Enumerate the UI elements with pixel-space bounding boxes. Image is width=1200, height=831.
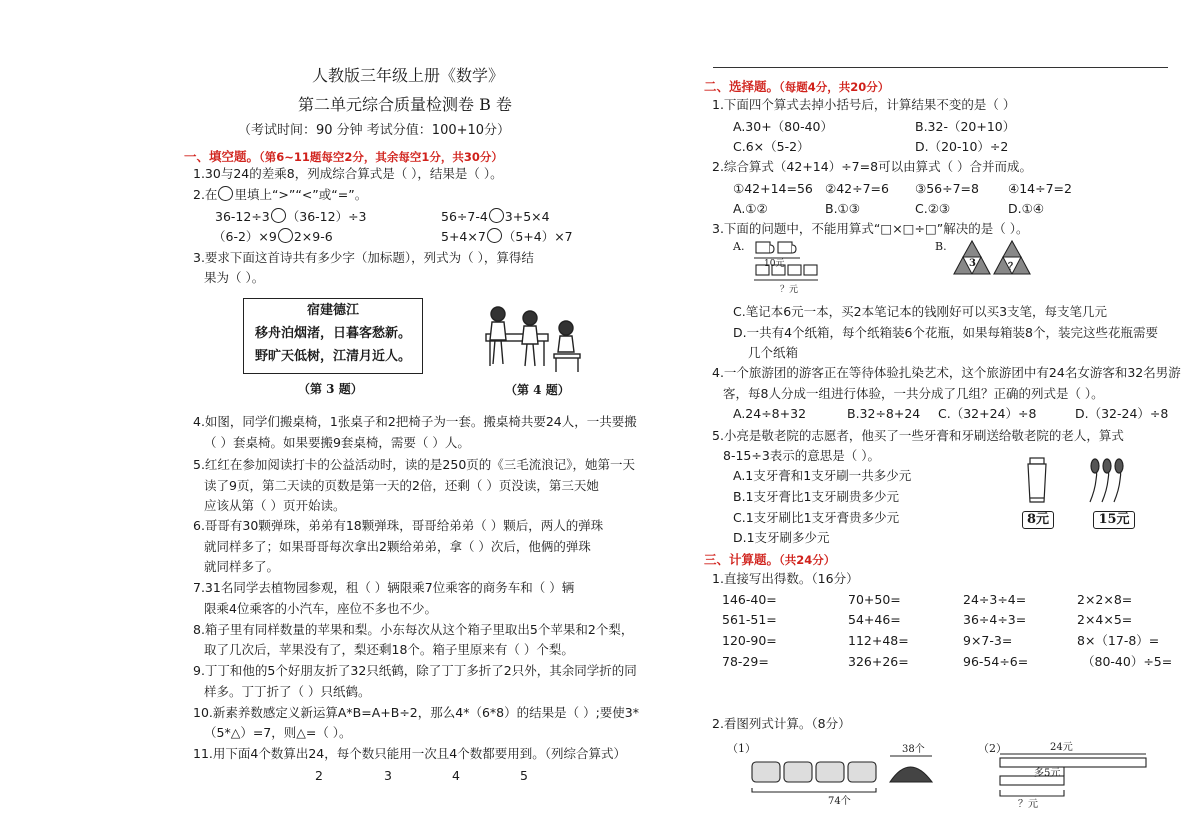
q1-2-text-b: 里填上“>”“<”或“=”。 [234, 187, 368, 202]
fig1-label: （1） [727, 742, 756, 755]
q1-2-row2b [441, 228, 573, 245]
toothpaste-price: 8元 [1022, 511, 1054, 529]
circle-icon [487, 228, 502, 243]
q2-4-opt-d: D.（32-24）÷8 [1075, 406, 1169, 421]
calc-item: 36÷4÷3= [963, 612, 1027, 627]
expr-right: （36-12）÷3 [286, 209, 367, 224]
section-1-title: 一、填空题。 [184, 149, 260, 164]
q2-2-eq: ①42+14=56 [733, 181, 813, 196]
q1-10-line2: （5*△）=7，则△=（ ）。 [204, 725, 352, 740]
q1-2-row2a [213, 228, 333, 245]
q2-5-opt-c: C.1支牙刷比1支牙膏贵多少元 [733, 510, 900, 525]
q2-2-ans-b: B.①③ [825, 201, 860, 216]
q2-2-eq: ④14÷7=2 [1008, 181, 1072, 196]
calc-item: 8×（17-8）= [1077, 633, 1160, 648]
triangles-illustration [953, 240, 1031, 276]
q2-5-opt-d: D.1支牙刷多少元 [733, 530, 830, 545]
section-3-title: 三、计算题。 [704, 552, 780, 567]
triangle-num: ？ [1008, 262, 1018, 273]
q2-4-line1: 4.一个旅游团的游客正在等待体验扎染艺术，这个旅游团中有24名女游客和32名男游 [712, 365, 1181, 380]
q2-2-eq: ③56÷7=8 [915, 181, 979, 196]
q3-2: 2.看图列式计算。（8分） [712, 716, 851, 731]
q1-7-line1: 7.31名同学去植物园参观，租（ ）辆限乘7位乘客的商务车和（ ）辆 [193, 580, 575, 595]
calc-item: 96-54÷6= [963, 654, 1029, 669]
poem-line-1: 移舟泊烟渚，日暮客愁新。 [254, 326, 411, 341]
calc-item: 120-90= [722, 633, 777, 648]
q2-2: 2.综合算式（42+14）÷7=8可以由算式（ ）合并而成。 [712, 159, 1033, 174]
section-2-heading [704, 76, 889, 95]
q1-11: 11.用下面4个数算出24，每个数只能用一次且4个数都要用到。（列综合算式） [193, 746, 626, 761]
poem-box [243, 298, 423, 374]
calc-item: 70+50= [848, 592, 901, 607]
section-2-note: （每题4分，共20分） [779, 80, 890, 94]
calc-item: 2×2×8= [1077, 592, 1133, 607]
cups-price-label: 10元 [764, 259, 785, 269]
q2-1-opt-a: A.30+（80-40） [733, 119, 834, 134]
q1-11-num: 2 [315, 768, 323, 783]
q3-1: 1.直接写出得数。（16分） [712, 571, 859, 586]
q2-3-opt-d-line2: 几个纸箱 [748, 345, 799, 360]
q1-8-line1: 8.箱子里有同样数量的苹果和梨。小东每次从这个箱子里取出5个苹果和2个梨， [193, 622, 634, 637]
circle-icon [271, 208, 286, 223]
q1-11-num: 5 [520, 768, 528, 783]
q1-9-line1: 9.丁丁和他的5个好朋友折了32只纸鹤，除了丁丁多折了2只外，其余同学折的同 [193, 663, 637, 678]
q2-2-eq: ②42÷7=6 [825, 181, 889, 196]
q1-11-num: 3 [384, 768, 392, 783]
q2-2-ans-d: D.①④ [1008, 201, 1045, 216]
q1-2-row1a [215, 208, 367, 225]
toothbrush-price: 15元 [1093, 511, 1135, 529]
q1-4-line2: （ ）套桌椅。如果要搬9套桌椅，需要（ ）人。 [204, 435, 470, 450]
fig1-top-label: 38个 [902, 744, 925, 755]
q1-3-line1: 3.要求下面这首诗共有多少字（加标题），列式为（ ），算得结 [193, 250, 534, 265]
q2-1-opt-c: C.6×（5-2） [733, 139, 810, 154]
cups-question-label: ？元 [780, 285, 799, 295]
q2-4-opt-b: B.32÷8+24 [847, 406, 921, 421]
calc-item: 54+46= [848, 612, 901, 627]
expr-left: 36-12÷3 [215, 209, 270, 224]
q1-4-line1: 4.如图，同学们搬桌椅，1张桌子和2把椅子为一套。搬桌椅共要24人，一共要搬 [193, 414, 637, 429]
q1-8-line2: 取了几次后，苹果没有了，梨还剩18个。箱子里原来有（ ）个梨。 [204, 642, 574, 657]
section-3-note: （共24分） [779, 553, 836, 567]
q2-4-opt-c: C.（32+24）÷8 [938, 406, 1037, 421]
calc-item: 78-29= [722, 654, 769, 669]
q1-2-text-a: 2.在 [193, 187, 218, 202]
calc-item: 24÷3÷4= [963, 592, 1027, 607]
calc-item: 9×7-3= [963, 633, 1013, 648]
expr-left: 5+4×7 [441, 229, 486, 244]
q2-4-opt-a: A.24÷8+32 [733, 406, 807, 421]
calc-item: 146-40= [722, 592, 777, 607]
section-1-note: （第6~11题每空2分，其余每空1分，共30分） [259, 150, 503, 164]
q2-3-label-b: B. [935, 240, 947, 253]
q1-2-row1b [441, 208, 550, 225]
q2-1: 1.下面四个算式去掉小括号后，计算结果不变的是（ ） [712, 97, 1016, 112]
q2-5-opt-b: B.1支牙膏比1支牙刷贵多少元 [733, 489, 899, 504]
fig2-mid-label: 多5元 [1034, 768, 1061, 779]
fig1-bottom-label: 74个 [828, 796, 851, 807]
q1-6-line1: 6.哥哥有30颗弹珠，弟弟有18颗弹珠，哥哥给弟弟（ ）颗后，两人的弹珠 [193, 518, 604, 533]
caption-q4: （第 4 题） [505, 383, 570, 397]
calc-item: 112+48= [848, 633, 909, 648]
students-desk-illustration [468, 300, 588, 378]
expr-left: （6-2）×9 [213, 229, 277, 244]
exam-meta: （考试时间：90 分钟 考试分值：100+10分） [238, 123, 511, 138]
section-2-title: 二、选择题。 [704, 79, 780, 94]
triangle-num: 3 [969, 258, 976, 269]
q1-10-line1: 10.新素养数感定义新运算A*B=A+B÷2，那么4*（6*8）的结果是（ ）;要使3* [193, 705, 640, 720]
q1-6-line3: 就同样多了。 [204, 559, 280, 574]
q2-3-opt-c: C.笔记本6元一本，买2本笔记本的钱刚好可以买3支笔，每支笔几元 [733, 304, 1108, 319]
fig2-bottom-label: ？元 [1018, 799, 1038, 810]
expr-right: 2×9-6 [293, 229, 333, 244]
header-rule [713, 67, 1168, 68]
expr-left: 56÷7-4 [441, 209, 488, 224]
q2-4-line2: 客，每8人分成一组进行体验，一共分成了几组？正确的列式是（ ）。 [723, 386, 1104, 401]
q1-7-line2: 限乘4位乘客的小汽车，座位不多也不少。 [204, 601, 437, 616]
q2-2-ans-a: A.①② [733, 201, 768, 216]
q2-1-opt-b: B.32-（20+10） [915, 119, 1016, 134]
q2-5-line1: 5.小亮是敬老院的志愿者，他买了一些牙膏和牙刷送给敬老院的老人，算式 [712, 428, 1124, 443]
calc-item: 2×4×5= [1077, 612, 1133, 627]
q2-1-opt-d: D.（20-10）÷2 [915, 139, 1009, 154]
q1-11-num: 4 [452, 768, 460, 783]
expr-right: （5+4）×7 [502, 229, 573, 244]
fig2-top-label: 24元 [1050, 742, 1073, 753]
calc-item: 561-51= [722, 612, 777, 627]
toothpaste-toothbrush-illustration [1024, 456, 1136, 510]
page-title: 人教版三年级上册《数学》 [312, 66, 505, 85]
q1-1: 1.30与24的差乘8，列成综合算式是（ ），结果是（ ）。 [193, 166, 503, 181]
q1-9-line2: 样多。丁丁折了（ ）只纸鹤。 [204, 684, 371, 699]
page-subtitle: 第二单元综合质量检测卷 B 卷 [298, 95, 512, 114]
fig2-label: （2） [978, 742, 1007, 755]
q2-3-opt-d-line1: D.一共有4个纸箱，每个纸箱装6个花瓶，如果每箱装8个，装完这些花瓶需要 [733, 325, 1158, 340]
q1-2 [193, 186, 367, 203]
poem-title: 宿建德江 [306, 303, 359, 318]
q1-5-line3: 应该从第（ ）页开始读。 [204, 498, 346, 513]
circle-icon [278, 228, 293, 243]
q2-5-opt-a: A.1支牙膏和1支牙刷一共多少元 [733, 468, 912, 483]
q2-2-ans-c: C.②③ [915, 201, 951, 216]
calc-item: （80-40）÷5= [1082, 654, 1173, 669]
poem-line-2: 野旷天低树，江清月近人。 [254, 349, 411, 364]
section-3-heading [704, 549, 835, 568]
circle-icon [218, 186, 233, 201]
caption-q3: （第 3 题） [298, 382, 363, 396]
q1-5-line1: 5.红红在参加阅读打卡的公益活动时，读的是250页的《三毛流浪记》，她第一天 [193, 457, 636, 472]
calc-item: 326+26= [848, 654, 909, 669]
expr-right: 3+5×4 [504, 209, 550, 224]
q2-3: 3.下面的问题中，不能用算式“□×□÷□”解决的是（ ）。 [712, 221, 1029, 236]
q1-5-line2: 读了9页，第二天读的页数是第一天的2倍，还剩（ ）页没读，第三天她 [204, 478, 599, 493]
q1-3-line2: 果为（ ）。 [204, 270, 265, 285]
q1-6-line2: 就同样多了；如果哥哥每次拿出2颗给弟弟，拿（ ）次后，他俩的弹珠 [204, 539, 591, 554]
q2-5-line2: 8-15÷3表示的意思是（ ）。 [723, 448, 881, 463]
section-1-heading [184, 146, 503, 165]
circle-icon [489, 208, 504, 223]
q2-3-label-a: A. [733, 240, 745, 253]
